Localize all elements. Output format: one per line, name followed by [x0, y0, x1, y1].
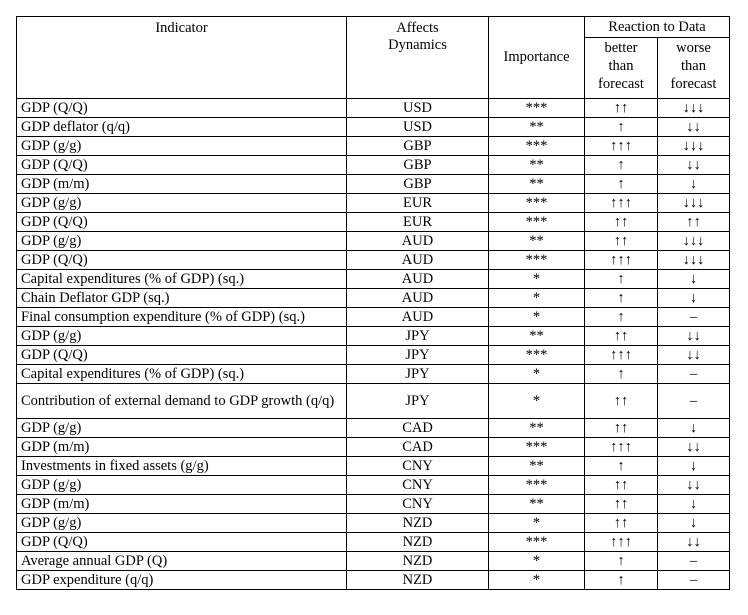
header-worse-l3: forecast: [670, 76, 717, 92]
cell-worse: –: [658, 365, 730, 384]
cell-worse: ↑↑: [658, 213, 730, 232]
cell-indicator: Final consumption expenditure (% of GDP) (sq.): [17, 308, 347, 327]
table-row: [17, 251, 730, 270]
header-worse-l2: than: [681, 58, 706, 74]
cell-worse: ↓↓: [658, 118, 730, 137]
table-row: [17, 175, 730, 194]
cell-currency: NZD: [347, 514, 489, 533]
cell-importance: **: [489, 118, 585, 137]
table-row: [17, 571, 730, 590]
table-row: [17, 457, 730, 476]
table-row: [17, 194, 730, 213]
cell-indicator: GDP (g/g): [17, 327, 347, 346]
cell-better: ↑↑: [585, 232, 658, 251]
cell-currency: JPY: [347, 327, 489, 346]
table-row: [17, 438, 730, 457]
cell-worse: ↓: [658, 289, 730, 308]
cell-worse: –: [658, 571, 730, 590]
cell-worse: ↓↓↓: [658, 194, 730, 213]
cell-importance: *: [489, 308, 585, 327]
cell-importance: *: [489, 289, 585, 308]
cell-currency: AUD: [347, 289, 489, 308]
header-better-l2: than: [608, 58, 634, 74]
cell-importance: ***: [489, 346, 585, 365]
cell-worse: –: [658, 552, 730, 571]
cell-worse: –: [658, 308, 730, 327]
cell-indicator: GDP (g/g): [17, 476, 347, 495]
cell-worse: ↓↓: [658, 156, 730, 175]
cell-currency: CNY: [347, 495, 489, 514]
cell-currency: JPY: [347, 384, 489, 419]
cell-currency: USD: [347, 99, 489, 118]
cell-worse: ↓↓: [658, 346, 730, 365]
cell-importance: ***: [489, 194, 585, 213]
header-importance-label: Importance: [503, 49, 570, 65]
table-row: [17, 308, 730, 327]
cell-importance: *: [489, 514, 585, 533]
header-better-than-forecast: [585, 38, 658, 99]
cell-worse: ↓↓↓: [658, 99, 730, 118]
cell-better: ↑↑↑: [585, 533, 658, 552]
header-worse-l1: worse: [676, 40, 711, 56]
cell-indicator: GDP (g/g): [17, 232, 347, 251]
cell-currency: NZD: [347, 533, 489, 552]
cell-worse: ↓↓: [658, 533, 730, 552]
cell-better: ↑↑↑: [585, 438, 658, 457]
indicator-table-wrapper: [16, 16, 730, 590]
cell-better: ↑: [585, 552, 658, 571]
cell-importance: **: [489, 232, 585, 251]
table-row: [17, 270, 730, 289]
table-row: [17, 232, 730, 251]
header-affects-dynamics: [347, 17, 489, 99]
cell-currency: JPY: [347, 365, 489, 384]
cell-better: ↑↑↑: [585, 194, 658, 213]
cell-currency: EUR: [347, 213, 489, 232]
cell-indicator: GDP (g/g): [17, 137, 347, 156]
table-row: [17, 213, 730, 232]
cell-indicator: GDP (Q/Q): [17, 99, 347, 118]
cell-importance: **: [489, 495, 585, 514]
cell-indicator: GDP (Q/Q): [17, 533, 347, 552]
table-row: [17, 137, 730, 156]
cell-indicator: GDP (Q/Q): [17, 156, 347, 175]
table-row: [17, 289, 730, 308]
cell-importance: **: [489, 327, 585, 346]
cell-indicator: GDP (m/m): [17, 438, 347, 457]
cell-importance: ***: [489, 251, 585, 270]
header-affects-label-2: Dynamics: [388, 37, 447, 53]
cell-better: ↑↑: [585, 384, 658, 419]
cell-better: ↑↑: [585, 495, 658, 514]
cell-currency: JPY: [347, 346, 489, 365]
cell-indicator: GDP (Q/Q): [17, 251, 347, 270]
cell-better: ↑: [585, 156, 658, 175]
cell-currency: NZD: [347, 571, 489, 590]
cell-worse: ↓: [658, 175, 730, 194]
cell-importance: ***: [489, 476, 585, 495]
cell-better: ↑↑: [585, 99, 658, 118]
cell-importance: *: [489, 270, 585, 289]
cell-worse: ↓: [658, 457, 730, 476]
cell-currency: GBP: [347, 137, 489, 156]
cell-indicator: GDP deflator (q/q): [17, 118, 347, 137]
cell-worse: ↓: [658, 514, 730, 533]
table-row: [17, 346, 730, 365]
cell-worse: ↓: [658, 419, 730, 438]
cell-worse: ↓: [658, 495, 730, 514]
cell-better: ↑↑: [585, 476, 658, 495]
cell-worse: ↓: [658, 270, 730, 289]
cell-better: ↑: [585, 175, 658, 194]
header-importance: [489, 17, 585, 99]
cell-importance: **: [489, 175, 585, 194]
cell-better: ↑: [585, 365, 658, 384]
cell-indicator: GDP (g/g): [17, 419, 347, 438]
table-row: [17, 99, 730, 118]
table-row: [17, 476, 730, 495]
cell-better: ↑↑↑: [585, 137, 658, 156]
cell-better: ↑: [585, 118, 658, 137]
cell-worse: ↓↓: [658, 327, 730, 346]
table-row: [17, 384, 730, 419]
table-row: [17, 156, 730, 175]
cell-indicator: GDP (m/m): [17, 175, 347, 194]
cell-indicator: GDP (Q/Q): [17, 213, 347, 232]
header-indicator-label: Indicator: [155, 20, 208, 36]
cell-better: ↑↑↑: [585, 346, 658, 365]
cell-importance: **: [489, 457, 585, 476]
cell-importance: *: [489, 365, 585, 384]
cell-better: ↑: [585, 457, 658, 476]
cell-currency: CAD: [347, 419, 489, 438]
cell-importance: *: [489, 571, 585, 590]
cell-worse: ↓↓↓: [658, 137, 730, 156]
cell-indicator: GDP (g/g): [17, 514, 347, 533]
cell-indicator: Chain Deflator GDP (sq.): [17, 289, 347, 308]
cell-indicator: Investments in fixed assets (g/g): [17, 457, 347, 476]
cell-better: ↑: [585, 308, 658, 327]
cell-worse: ↓↓↓: [658, 232, 730, 251]
cell-indicator: GDP (g/g): [17, 194, 347, 213]
cell-indicator: Capital expenditures (% of GDP) (sq.): [17, 365, 347, 384]
cell-worse: ↓↓↓: [658, 251, 730, 270]
cell-better: ↑↑: [585, 327, 658, 346]
cell-indicator: Capital expenditures (% of GDP) (sq.): [17, 270, 347, 289]
cell-better: ↑: [585, 270, 658, 289]
cell-indicator: Average annual GDP (Q): [17, 552, 347, 571]
cell-importance: ***: [489, 213, 585, 232]
cell-worse: ↓↓: [658, 438, 730, 457]
table-row: [17, 419, 730, 438]
header-reaction-to-data: [585, 17, 730, 38]
cell-better: ↑↑↑: [585, 251, 658, 270]
cell-better: ↑: [585, 571, 658, 590]
cell-currency: AUD: [347, 308, 489, 327]
cell-currency: AUD: [347, 232, 489, 251]
table-row: [17, 118, 730, 137]
header-affects-label-1: Affects: [396, 20, 439, 36]
cell-currency: EUR: [347, 194, 489, 213]
cell-better: ↑↑: [585, 419, 658, 438]
cell-currency: GBP: [347, 175, 489, 194]
table-row: [17, 365, 730, 384]
cell-currency: CNY: [347, 457, 489, 476]
cell-importance: **: [489, 156, 585, 175]
cell-indicator: GDP (Q/Q): [17, 346, 347, 365]
cell-currency: AUD: [347, 270, 489, 289]
cell-worse: ↓↓: [658, 476, 730, 495]
cell-currency: CNY: [347, 476, 489, 495]
cell-indicator: GDP (m/m): [17, 495, 347, 514]
header-worse-than-forecast: [658, 38, 730, 99]
header-reaction-label: Reaction to Data: [608, 19, 706, 35]
cell-better: ↑↑: [585, 213, 658, 232]
cell-currency: GBP: [347, 156, 489, 175]
table-row: [17, 327, 730, 346]
cell-importance: ***: [489, 137, 585, 156]
cell-currency: AUD: [347, 251, 489, 270]
cell-importance: *: [489, 552, 585, 571]
table-row: [17, 495, 730, 514]
cell-worse: –: [658, 384, 730, 419]
cell-indicator: GDP expenditure (q/q): [17, 571, 347, 590]
cell-importance: *: [489, 384, 585, 419]
indicator-table: [16, 16, 730, 590]
header-indicator: [17, 17, 347, 99]
table-row: [17, 552, 730, 571]
cell-better: ↑↑: [585, 514, 658, 533]
cell-currency: USD: [347, 118, 489, 137]
cell-currency: NZD: [347, 552, 489, 571]
table-row: [17, 533, 730, 552]
header-better-l1: better: [604, 40, 638, 56]
cell-importance: **: [489, 419, 585, 438]
header-better-l3: forecast: [598, 76, 644, 92]
table-row: [17, 514, 730, 533]
cell-importance: ***: [489, 533, 585, 552]
cell-currency: CAD: [347, 438, 489, 457]
cell-importance: ***: [489, 99, 585, 118]
cell-better: ↑: [585, 289, 658, 308]
cell-indicator: Contribution of external demand to GDP growth (q/q): [17, 384, 347, 419]
cell-importance: ***: [489, 438, 585, 457]
